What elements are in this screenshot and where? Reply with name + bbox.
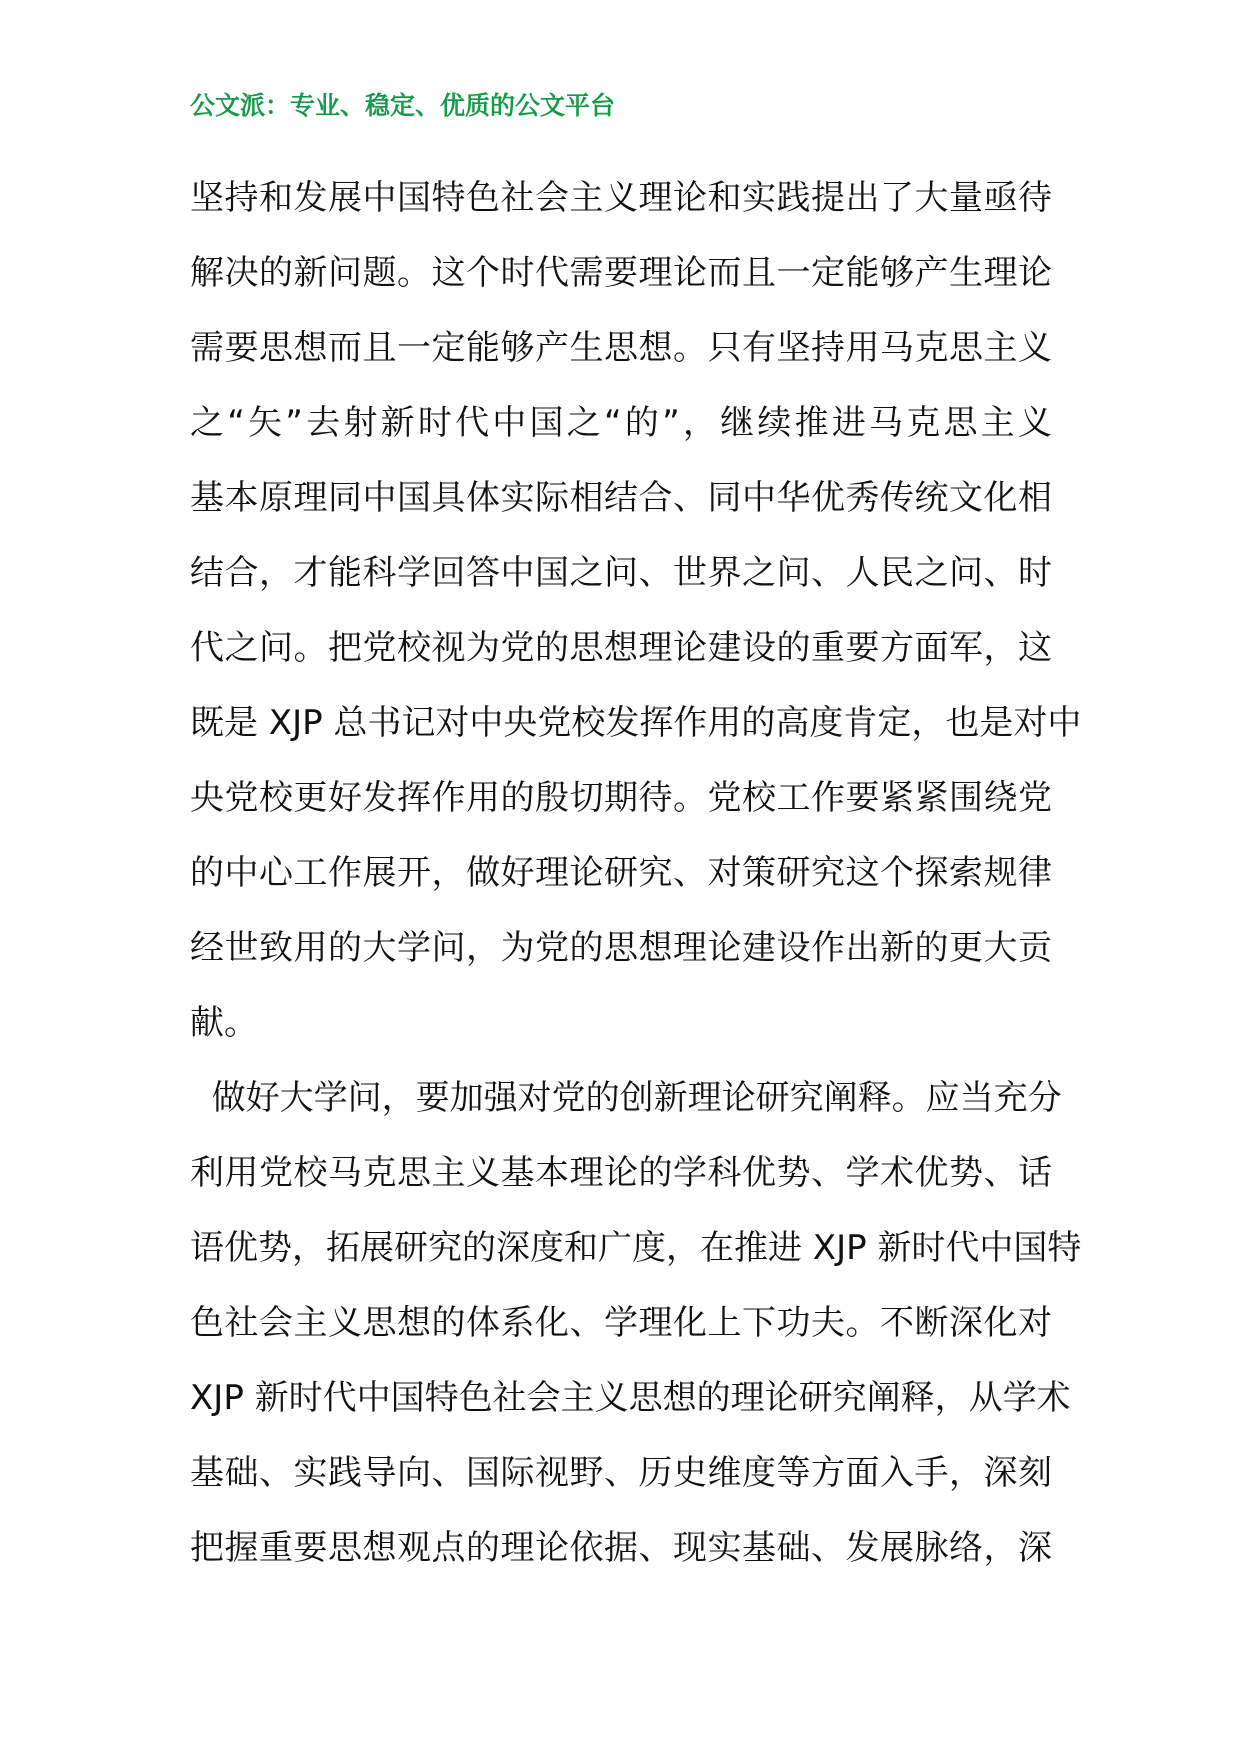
paragraph-2 [190, 1068, 1082, 1593]
text-line: 做好大学问，要加强对党的创新理论研究阐释。应当充分 [190, 1078, 1062, 1118]
text-line: 需要思想而且一定能够产生思想。只有坚持用马克思主义 [190, 328, 1052, 368]
text-line: 基本原理同中国具体实际相结合、同中华优秀传统文化相 [190, 478, 1052, 518]
text-line: 结合，才能科学回答中国之问、世界之问、人民之问、时 [190, 553, 1052, 593]
text-line: 色社会主义思想的体系化、学理化上下功夫。不断深化对 [190, 1303, 1052, 1343]
text-line: 基础、实践导向、国际视野、历史维度等方面入手，深刻 [190, 1453, 1052, 1493]
text-line: 解决的新问题。这个时代需要理论而且一定能够产生理论 [190, 253, 1052, 293]
document-body [190, 168, 1082, 1593]
text-line: 既是 XJP 总书记对中央党校发挥作用的高度肯定，也是对中 [190, 703, 1082, 743]
text-line: 经世致用的大学问，为党的思想理论建设作出新的更大贡 [190, 928, 1052, 968]
text-line: 坚持和发展中国特色社会主义理论和实践提出了大量亟待 [190, 178, 1052, 218]
paragraph-1 [190, 168, 1082, 1068]
text-line: 代之问。把党校视为党的思想理论建设的重要方面军，这 [190, 628, 1052, 668]
header-slogan: 公文派：专业、稳定、优质的公文平台 [190, 91, 616, 120]
text-line: 把握重要思想观点的理论依据、现实基础、发展脉络，深 [190, 1528, 1052, 1568]
text-line: XJP 新时代中国特色社会主义思想的理论研究阐释，从学术 [190, 1378, 1071, 1418]
text-line: 央党校更好发挥作用的殷切期待。党校工作要紧紧围绕党 [190, 778, 1052, 818]
text-line: 之“矢”去射新时代中国之“的”，继续推进马克思主义 [190, 403, 1052, 443]
text-line: 利用党校马克思主义基本理论的学科优势、学术优势、话 [190, 1153, 1052, 1193]
text-line: 的中心工作展开，做好理论研究、对策研究这个探索规律 [190, 853, 1052, 893]
text-line: 献。 [190, 1003, 258, 1043]
text-line: 语优势，拓展研究的深度和广度，在推进 XJP 新时代中国特 [190, 1228, 1082, 1268]
